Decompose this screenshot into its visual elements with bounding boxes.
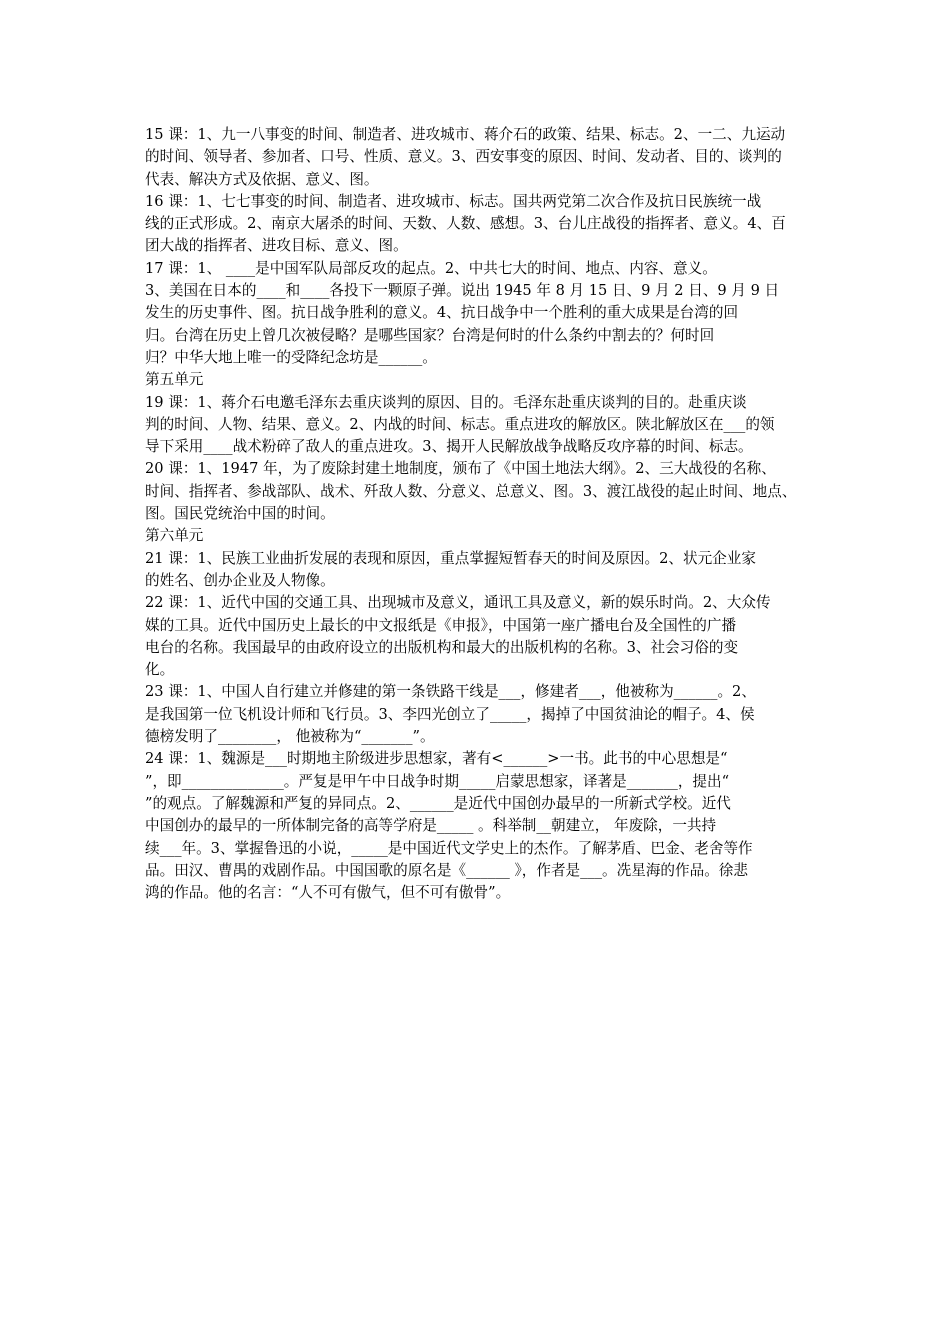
text-line: 发生的历史事件、图。抗日战争胜利的意义。4、抗日战争中一个胜利的重大成果是台湾的回 [145,304,739,322]
text-line: 归？中华大地上唯一的受降纪念坊是______。 [145,348,437,366]
lesson-20 [145,458,820,525]
text-line: 团大战的指挥者、进攻目标、意义、图。 [145,237,408,255]
lesson-24 [145,748,820,904]
text-line: 的时间、领导者、参加者、口号、性质、意义。3、西安事变的原因、时间、发动者、目的、谈判的 [145,148,782,166]
unit-heading: 第五单元 [145,371,204,389]
text-line: 代表、解决方式及依据、意义、图。 [145,170,379,188]
text-line: 品。田汉、曹禺的戏剧作品。中国国歌的原名是《______ 》，作者是___。冼星海的作品。徐悲 [145,861,748,879]
text-line: 20 课：1、1947 年，为了废除封建土地制度，颁布了《中国土地法大纲》。2、三大战役的名称、 [145,460,776,478]
lesson-23 [145,681,820,748]
text-line: 归。台湾在历史上曾几次被侵略？是哪些国家？台湾是何时的什么条约中割去的？何时回 [145,326,715,344]
text-line: 是我国第一位飞机设计师和飞行员。3、李四光创立了_____，揭掉了中国贫油论的帽子。4、侯 [145,705,755,723]
text-line: 24 课：1、魏源是___时期地主阶级进步思想家，著有<______>一书。此书的中心思想是“ [145,750,728,768]
text-line: 德榜发明了________， 他被称为“_______”。 [145,728,435,746]
text-line: 导下采用____战术粉碎了敌人的重点进攻。3、揭开人民解放战争战略反攻序幕的时间、标志。 [145,438,753,456]
text-line: 的姓名、创办企业及人物像。 [145,571,335,589]
text-line: 续___年。3、掌握鲁迅的小说，_____是中国近代文学史上的杰作。了解茅盾、巴金、老舍等作 [145,839,753,857]
text-line: 21 课：1、民族工业曲折发展的表现和原因，重点掌握短暂春天的时间及原因。2、状元企业家 [145,549,756,567]
text-line: 化。 [145,661,175,679]
text-line: 22 课：1、近代中国的交通工具、出现城市及意义，通讯工具及意义，新的娱乐时尚。2、大众传 [145,594,771,612]
text-line: 15 课：1、九一八事变的时间、制造者、进攻城市、蒋介石的政策、结果、标志。2、一二、九运动 [145,126,786,143]
text-line: 时间、指挥者、参战部队、战术、歼敌人数、分意义、总意义、图。3、渡江战役的起止时间、地点、 [145,482,797,500]
document-body [145,124,820,904]
text-line: 3、美国在日本的____和____各投下一颗原子弹。说出 1945 年 8 月 15 日、9 月 2 日、9 月 9 日 [145,282,780,300]
lesson-21 [145,548,820,593]
text-line: 23 课：1、中国人自行建立并修建的第一条铁路干线是___，修建者___，他被称为______。2、 [145,683,756,701]
text-line: 判的时间、人物、结果、意义。2、内战的时间、标志。重点进攻的解放区。陕北解放区在___的领 [145,415,775,433]
text-line: 鸿的作品。他的名言：“人不可有傲气，但不可有傲骨”。 [145,884,511,902]
text-line: ”的观点。了解魏源和严复的异同点。2、______是近代中国创办最早的一所新式学校。近代 [145,794,731,812]
text-line: 17 课：1、 ____是中国军队局部反攻的起点。2、中共七大的时间、地点、内容、意义。 [145,259,717,277]
lesson-22 [145,592,820,681]
text-line: 图。国民党统治中国的时间。 [145,505,335,523]
text-line: 中国创办的最早的一所体制完备的高等学府是_____ 。科举制__朝建立， 年废除，一共持 [145,817,717,835]
lesson-15 [145,124,820,191]
text-line: 电台的名称。我国最早的由政府设立的出版机构和最大的出版机构的名称。3、社会习俗的变 [145,638,739,656]
text-line: 线的正式形成。2、南京大屠杀的时间、天数、人数、感想。3、台儿庄战役的指挥者、意义。4、百 [145,215,786,233]
lesson-16 [145,191,820,258]
text-line: 19 课：1、蒋介石电邀毛泽东去重庆谈判的原因、目的。毛泽东赴重庆谈判的目的。赴重庆谈 [145,393,747,411]
lesson-17 [145,258,820,369]
text-line: 16 课：1、七七事变的时间、制造者、进攻城市、标志。国共两党第二次合作及抗日民族统一战 [145,192,762,210]
unit-heading: 第六单元 [145,527,204,545]
text-line: 媒的工具。近代中国历史上最长的中文报纸是《申报》，中国第一座广播电台及全国性的广播 [145,616,737,634]
lesson-19 [145,392,820,459]
text-line: ”，即______________。严复是甲午中日战争时期_____启蒙思想家，译著是_______，提出“ [145,772,730,790]
